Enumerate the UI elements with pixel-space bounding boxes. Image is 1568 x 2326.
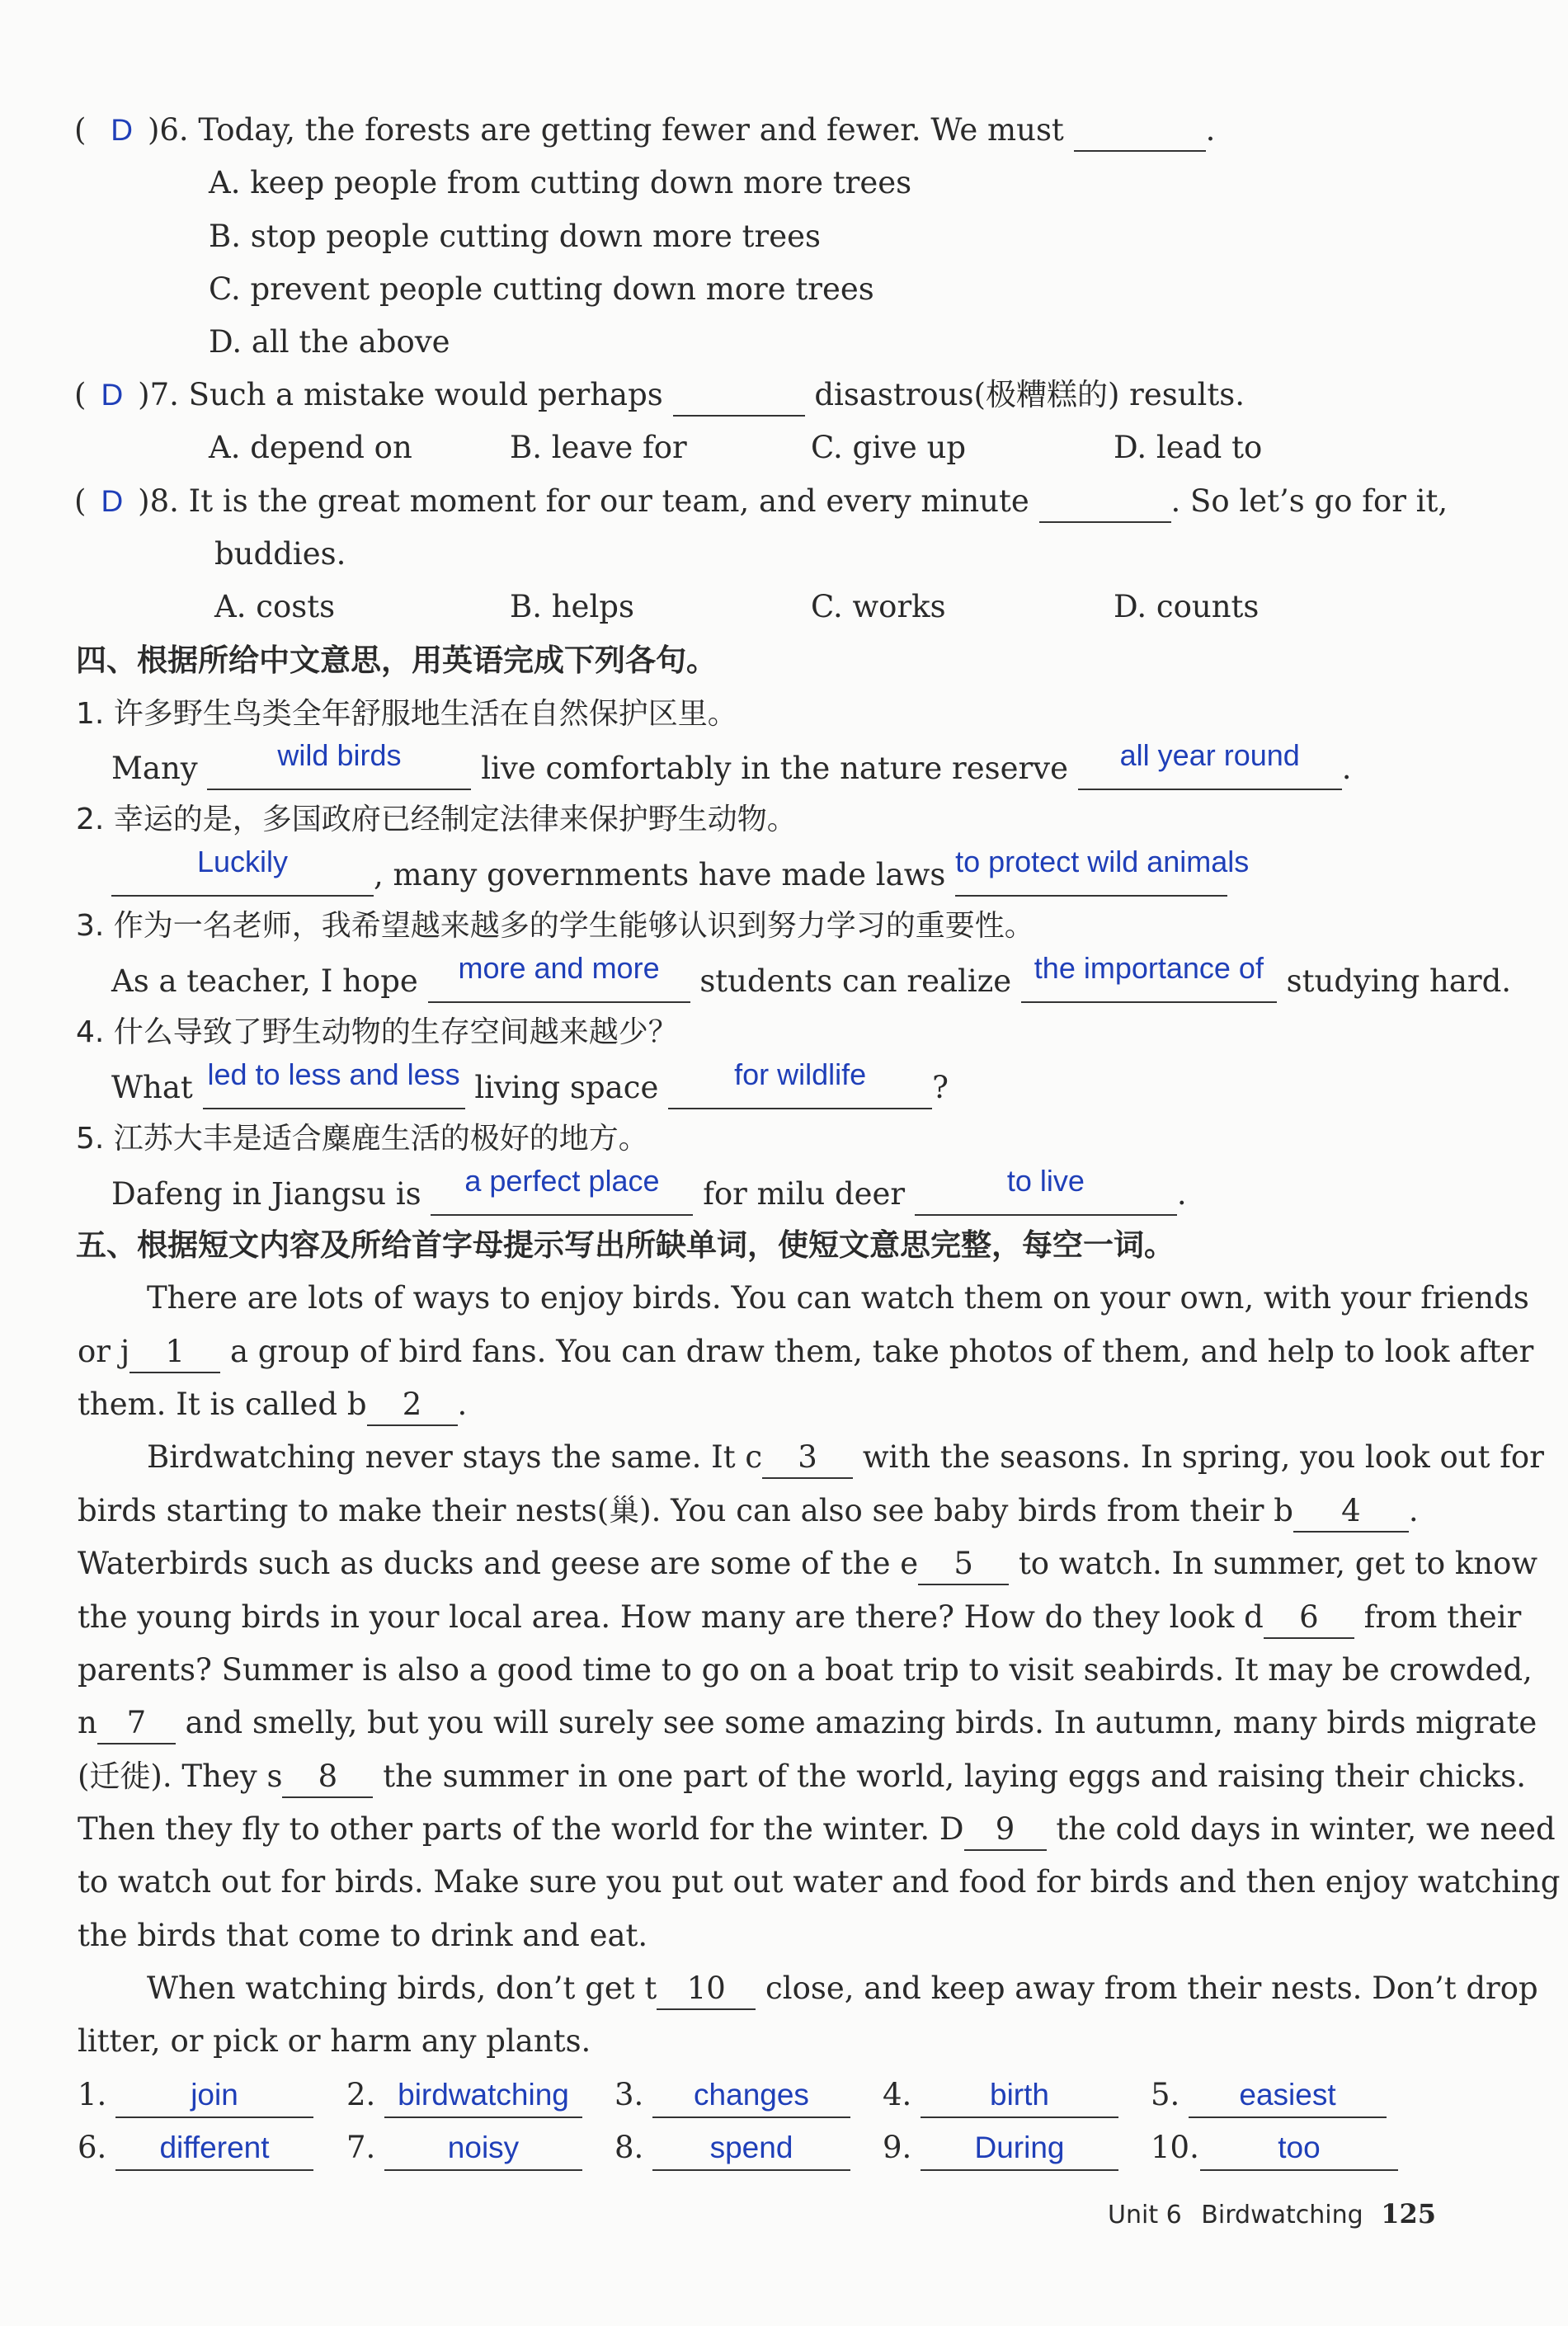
- s4-4-chinese: 4. 什么导致了野生动物的生存空间越来越少？: [76, 1015, 678, 1049]
- s4-5-english: Dafeng in Jiangsu is a perfect place for milu deer to live .: [111, 1171, 1187, 1216]
- passage-line: Waterbirds such as ducks and geese are some of the e 5 to watch. In summer, get to know: [78, 1542, 1537, 1585]
- answer-field[interactable]: spend: [652, 2126, 850, 2171]
- answer-field[interactable]: noisy: [384, 2126, 582, 2171]
- passage-line: birds starting to make their nests(巢). You can also see baby birds from their b 4 .: [78, 1490, 1419, 1533]
- passage-line: There are lots of ways to enjoy birds. You can watch them on your own, with your friends: [147, 1280, 1529, 1316]
- answer-field[interactable]: too: [1200, 2126, 1398, 2171]
- gap-10[interactable]: 10: [657, 1969, 756, 2010]
- passage-line: or j 1 a group of bird fans. You can draw them, take photos of them, and help to look after: [78, 1330, 1533, 1373]
- passage-line: (迁徙). They s 8 the summer in one part of the world, laying eggs and raising their chicks.: [78, 1755, 1526, 1798]
- s4-4-blank-2[interactable]: for wildlife: [668, 1065, 932, 1109]
- s4-3-blank-2[interactable]: the importance of: [1021, 958, 1277, 1003]
- answer-field[interactable]: birdwatching: [384, 2074, 582, 2118]
- s4-1-blank-2[interactable]: all year round: [1078, 746, 1342, 790]
- answer-item: 5. easiest: [1151, 2074, 1387, 2118]
- answer-8: D: [101, 484, 124, 518]
- answer-7: D: [101, 378, 124, 412]
- question-8: ( D )8. It is the great moment for our team, and every minute . So let’s go for it,: [74, 480, 1448, 523]
- blank-8[interactable]: [1039, 482, 1171, 523]
- unit-label: Unit 6: [1108, 2201, 1182, 2229]
- gap-7[interactable]: 7: [97, 1703, 176, 1744]
- gap-4[interactable]: 4: [1293, 1491, 1409, 1533]
- passage-line: Then they fly to other parts of the world for the winter. D 9 the cold days in winter, we need: [78, 1808, 1556, 1851]
- s4-2-blank-1[interactable]: Luckily: [111, 852, 374, 897]
- answer-field[interactable]: changes: [652, 2074, 850, 2118]
- answer-item: 3. changes: [614, 2074, 850, 2118]
- option-8a: A. costs: [214, 589, 336, 624]
- gap-3[interactable]: 3: [762, 1438, 853, 1479]
- gap-8[interactable]: 8: [282, 1757, 373, 1798]
- answer-field[interactable]: birth: [921, 2074, 1118, 2118]
- passage-line: the young birds in your local area. How many are there? How do they look d 6 from their: [78, 1596, 1521, 1639]
- page-footer: [1108, 2198, 1436, 2229]
- page-number: 125: [1381, 2198, 1436, 2229]
- s4-4-english: What led to less and less living space for wildlife ?: [111, 1065, 949, 1109]
- gap-1[interactable]: 1: [129, 1332, 220, 1373]
- gap-5[interactable]: 5: [918, 1544, 1009, 1585]
- answer-row-1: 1. join: [78, 2074, 313, 2118]
- s4-5-blank-1[interactable]: a perfect place: [431, 1171, 693, 1216]
- s4-1-chinese: 1. 许多野生鸟类全年舒服地生活在自然保护区里。: [76, 697, 737, 731]
- option-7b: B. leave for: [510, 430, 687, 465]
- s4-2-english: Luckily , many governments have made laws to protect wild animals: [111, 852, 1227, 897]
- answer-6: D: [111, 113, 133, 147]
- question-7: ( D )7. Such a mistake would perhaps disastrous(极糟糕的) results.: [74, 374, 1245, 417]
- s4-5-chinese: 5. 江苏大丰是适合麋鹿生活的极好的地方。: [76, 1122, 648, 1156]
- answer-item: 2. birdwatching: [346, 2074, 582, 2118]
- answer-item: 6. different: [78, 2126, 313, 2171]
- s4-5-blank-2[interactable]: to live: [915, 1171, 1177, 1216]
- s4-2-chinese: 2. 幸运的是，多国政府已经制定法律来保护野生动物。: [76, 803, 797, 836]
- option-7a: A. depend on: [209, 430, 412, 465]
- s4-3-english: As a teacher, I hope more and more students can realize the importance of studying hard.: [111, 958, 1511, 1003]
- option-8c: C. works: [811, 589, 946, 624]
- passage-line: them. It is called b 2 .: [78, 1383, 467, 1426]
- s4-1-english: Many wild birds live comfortably in the nature reserve all year round .: [111, 746, 1352, 790]
- gap-9[interactable]: 9: [964, 1810, 1047, 1851]
- option-6c: C. prevent people cutting down more trees: [209, 271, 874, 307]
- answer-item: 7. noisy: [346, 2126, 582, 2171]
- passage-line: litter, or pick or harm any plants.: [78, 2023, 591, 2059]
- answer-item: 8. spend: [614, 2126, 850, 2171]
- answer-field[interactable]: different: [115, 2126, 313, 2171]
- section-4-heading: 四、根据所给中文意思，用英语完成下列各句。: [76, 643, 717, 678]
- unit-title: Birdwatching: [1201, 2201, 1363, 2229]
- s4-3-chinese: 3. 作为一名老师，我希望越来越多的学生能够认识到努力学习的重要性。: [76, 909, 1034, 943]
- option-7d: D. lead to: [1114, 430, 1263, 465]
- answer-item: 10. too: [1151, 2126, 1398, 2171]
- option-7c: C. give up: [811, 430, 967, 465]
- s4-4-blank-1[interactable]: led to less and less: [203, 1065, 465, 1109]
- passage-line: parents? Summer is also a good time to go on a boat trip to visit seabirds. It may be crowded,: [78, 1652, 1533, 1688]
- blank-6[interactable]: [1074, 111, 1206, 152]
- answer-item: 4. birth: [883, 2074, 1118, 2118]
- gap-6[interactable]: 6: [1264, 1598, 1354, 1639]
- passage-line: Birdwatching never stays the same. It c 3 with the seasons. In spring, you look out for: [147, 1436, 1544, 1479]
- answer-field[interactable]: During: [921, 2126, 1118, 2171]
- option-8d: D. counts: [1114, 589, 1260, 624]
- passage-line: When watching birds, don’t get t 10 close, and keep away from their nests. Don’t drop: [147, 1967, 1538, 2010]
- question-8-cont: buddies.: [214, 536, 346, 572]
- gap-2[interactable]: 2: [367, 1385, 458, 1426]
- option-6b: B. stop people cutting down more trees: [209, 219, 821, 254]
- passage-line: to watch out for birds. Make sure you put out water and food for birds and then enjoy watching: [78, 1864, 1561, 1900]
- s4-2-blank-2[interactable]: to protect wild animals: [955, 852, 1227, 897]
- section-5-heading: 五、根据短文内容及所给首字母提示写出所缺单词，使短文意思完整，每空一词。: [76, 1227, 1175, 1263]
- question-6: ( D )6. Today, the forests are getting fewer and fewer. We must .: [74, 109, 1215, 152]
- answer-field[interactable]: join: [115, 2074, 313, 2118]
- s4-3-blank-1[interactable]: more and more: [428, 958, 690, 1003]
- passage-line: the birds that come to drink and eat.: [78, 1918, 648, 1953]
- option-8b: B. helps: [510, 589, 634, 624]
- option-6d: D. all the above: [209, 324, 450, 360]
- answer-item: 9. During: [883, 2126, 1118, 2171]
- option-6a: A. keep people from cutting down more trees: [209, 165, 912, 200]
- blank-7[interactable]: [673, 375, 805, 417]
- answer-field[interactable]: easiest: [1189, 2074, 1387, 2118]
- passage-line: n 7 and smelly, but you will surely see some amazing birds. In autumn, many birds migrate: [78, 1702, 1537, 1744]
- s4-1-blank-1[interactable]: wild birds: [207, 746, 471, 790]
